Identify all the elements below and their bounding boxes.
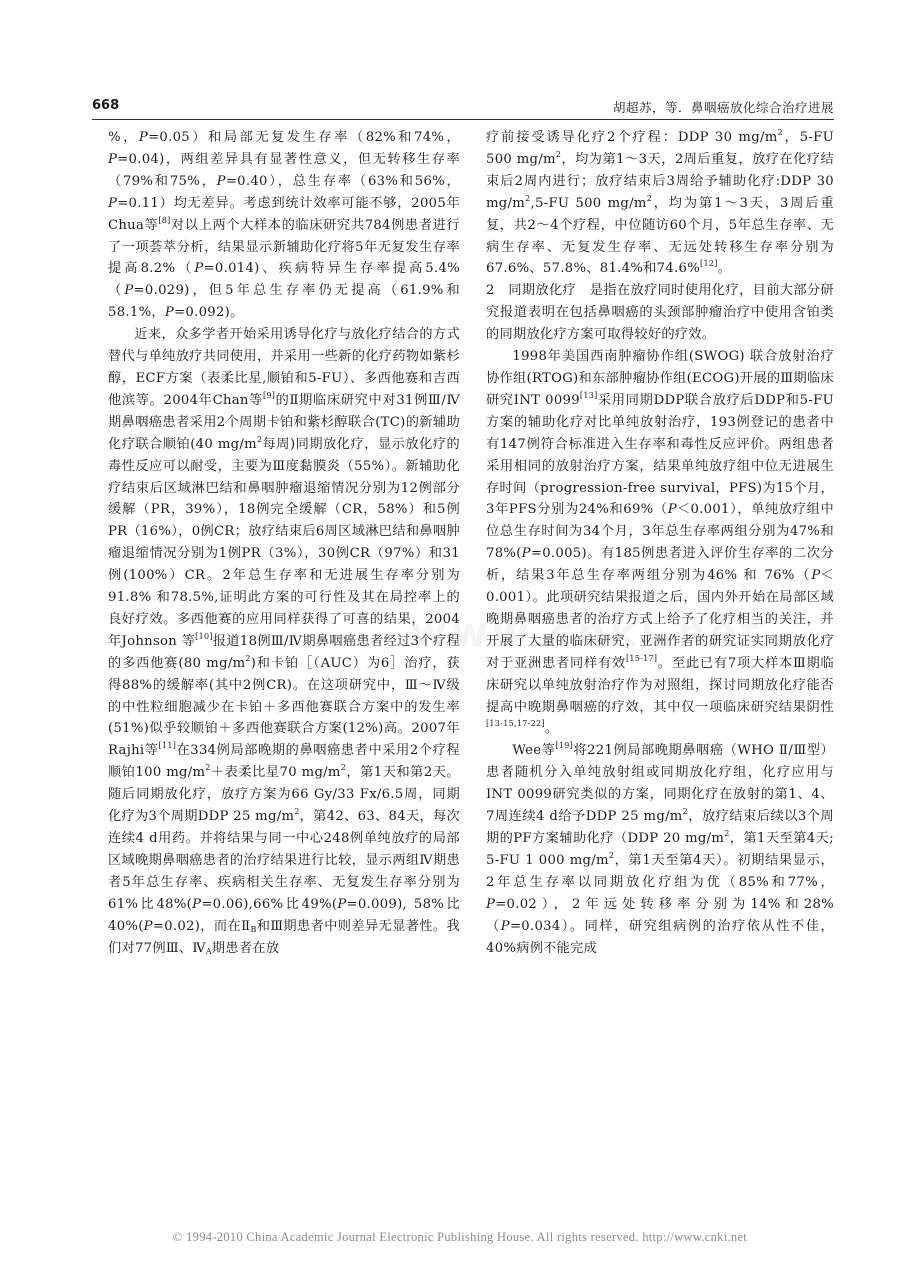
- paragraph: %，P=0.05）和局部无复发生存率（82%和74%，P=0.04)，两组差异具有显著性意义，但无转移生存率（79%和75%，P=0.40），总生存率（63%和56%，P=0.11）均无差异。考虑到统计效率可能不够，2005年Chua等[8]对以上两个大样本的临床研究共784例患者进行了一项荟萃分析，结果显示新辅助化疗将5年无复发生存率提高8.2%（P=0.014)、疾病特异生存率提高5.4%（P=0.029)，但5年总生存率仍无提高（61.9%和58.1%，P=0.092)。: [108, 130, 460, 321]
- citation: [8]: [158, 215, 171, 225]
- citation: [11]: [158, 741, 177, 751]
- right-column: [486, 127, 834, 959]
- header-rule: [92, 119, 834, 120]
- citation: [12]: [700, 259, 718, 269]
- paragraph: 近来，众多学者开始采用诱导化疗与放化疗结合的方式替代与单纯放疗共同使用，并采用一些新的化疗药物如紫杉醇，ECF方案（表柔比星,顺铂和5-FU）、多西他赛和吉西他滨等。2004年Chan等[9]的Ⅱ期临床研究中对31例Ⅲ/Ⅳ期鼻咽癌患者采用2个周期卡铂和紫杉醇联合(TC)的新辅助化疗联合顺铂(40 $mg/m^2$每周)同期放化疗，显示放化疗的毒性反应可以耐受，主要为Ⅲ度黏膜炎（55%）。新辅助化疗结束后区域淋巴结和鼻咽肿瘤退缩情况分别为12例部分缓解（PR，39%），18例完全缓解（CR，58%）和5例PR（16%），0例CR；放疗结束后6周区域淋巴结和鼻咽肿瘤退缩情况分别为1例PR（3%），30例CR（97%）和31例(100%）CR。2年总生存率和无进展生存率分别为91.8% 和78.5%,证明此方案的可行性及其在局控率上的良好疗效。多西他赛的应用同样获得了可喜的结果，2004年Johnson 等[10]报道18例Ⅲ/Ⅳ期鼻咽癌患者经过3个疗程的多西他赛(80 $mg/m^2$)和卡铂［（AUC）为6］治疗，获得88%的缓解率(其中2例CR)。在这项研究中，Ⅲ～Ⅳ级的中性粒细胞减少在卡铂＋多西他赛联合方案中的发生率(51%)似乎较顺铂＋多西他赛联合方案(12%)高。2007年Rajhi等[11]在334例局部晚期的鼻咽癌患者中采用2个疗程顺铂100 $mg/m^2+$表柔比星70 $mg/m^2$，第1天和第2天。随后同期放化疗，放疗方案为66 Gy/33 Fx/6.5周，同期化疗为3个周期DDP 25 $mg/m^2$，第42、63、84天，每次连续4 d用药。并将结果与同一中心248例单纯放疗的局部区域晚期鼻咽癌患者的治疗结果进行比较，显示两组Ⅳ期患者5年总生存率、疾病相关生存率、无复发生存率分别为61%比48%(P=0.06),66%比49%(P=0.009), 58%比40%(P=0.02)，而在$Ⅱ_B$和Ⅲ期患者中则差异无显著性。我们对77例Ⅲ、$Ⅳ_A$期患者在放: [108, 327, 461, 956]
- citation: [13-15,17-22]: [486, 719, 545, 729]
- citation: [19]: [555, 741, 574, 751]
- paragraph: Wee等[19]将221例局部晚期鼻咽癌（WHO Ⅱ/Ⅲ型）患者随机分入单纯放射组或同期放化疗组，化疗应用与INT 0099研究类似的方案，同期化疗在放射的第1、4、7周连续4 d给予DDP 25 $mg/m^2$，放疗结束后续以3个周期的PF方案辅助化疗（DDP 20 $mg/m^2$，第1天至第4天; 5-FU 1 000 $mg/m^2$，第1天至第4天）。初期结果显示，2年总生存率以同期放化疗组为优（85%和77%，P=0.02），2年远处转移率分别为14%和28%（P=0.034）。同样，研究组病例的治疗依从性不佳，40%病例不能完成: [486, 741, 835, 956]
- page-header: [92, 94, 834, 118]
- running-title: 胡超苏，等．鼻咽癌放化综合治疗进展: [612, 100, 834, 115]
- copyright-footer: © 1994-2010 China Academic Journal Electronic Publishing House. All rights reserved. http://www.cnki.net: [172, 1230, 748, 1244]
- citation: [15-17]: [625, 653, 658, 663]
- section-heading-paragraph: 2 同期放化疗 是指在放疗同时使用化疗，目前大部分研究报道表明在包括鼻咽癌的头颈部肿瘤治疗中使用含铂类的同期放化疗方案可取得较好的疗效。: [486, 283, 834, 343]
- page-number: 668: [92, 98, 120, 113]
- citation: [13]: [579, 390, 598, 400]
- citation: [10]: [195, 631, 213, 641]
- citation: [9]: [262, 390, 276, 400]
- paragraph: 1998年美国西南肿瘤协作组(SWOG) 联合放射治疗协作组(RTOG)和东部肿瘤协作组(ECOG)开展的Ⅲ期临床研究INT 0099[13]采用同期DDP联合放疗后DDP和5-FU方案的辅助化疗对比单纯放射治疗，193例登记的患者中有147例符合标准进入生存率和毒性反应评价。两组患者采用相同的放射治疗方案，结果单纯放疗组中位无进展生存时间（progression-free survival，PFS)为15个月，3年PFS分别为24%和69%（P＜0.001），单纯放疗组中位总生存时间为34个月，3年总生存率两组分别为47%和78%(P=0.005)。有185例患者进入评价生存率的二次分析，结果3年总生存率两组分别为46% 和 76%（P＜0.001）。此项研究结果报道之后，国内外开始在局部区域晚期鼻咽癌患者的治疗方式上给予了化疗相当的关注，并开展了大量的临床研究，亚洲作者的研究证实同期放化疗对于亚洲患者同样有效[15-17]。至此已有7项大样本Ⅲ期临床研究以单纯放射治疗作为对照组，探讨同期放化疗能否提高中晚期鼻咽癌的疗效，其中仅一项临床研究结果阴性[13-15,17-22]。: [486, 349, 834, 737]
- paragraph: 疗前接受诱导化疗2个疗程：DDP 30 $mg/m^2$，5-FU 500 $mg/m^2$，均为第1～3天，2周后重复，放疗在化疗结束后2周内进行；放疗结束后3周给予辅助化疗:DDP 30 $mg/m^2,5-FU$ 500 $mg/m^2$，均为第1～3天，3周后重复，共2～4个疗程，中位随访60个月，5年总生存率、无病生存率、无复发生存率、无远处转移生存率分别为67.6%、57.8%、81.4%和74.6%[12]。: [486, 128, 834, 277]
- left-column: [108, 127, 460, 959]
